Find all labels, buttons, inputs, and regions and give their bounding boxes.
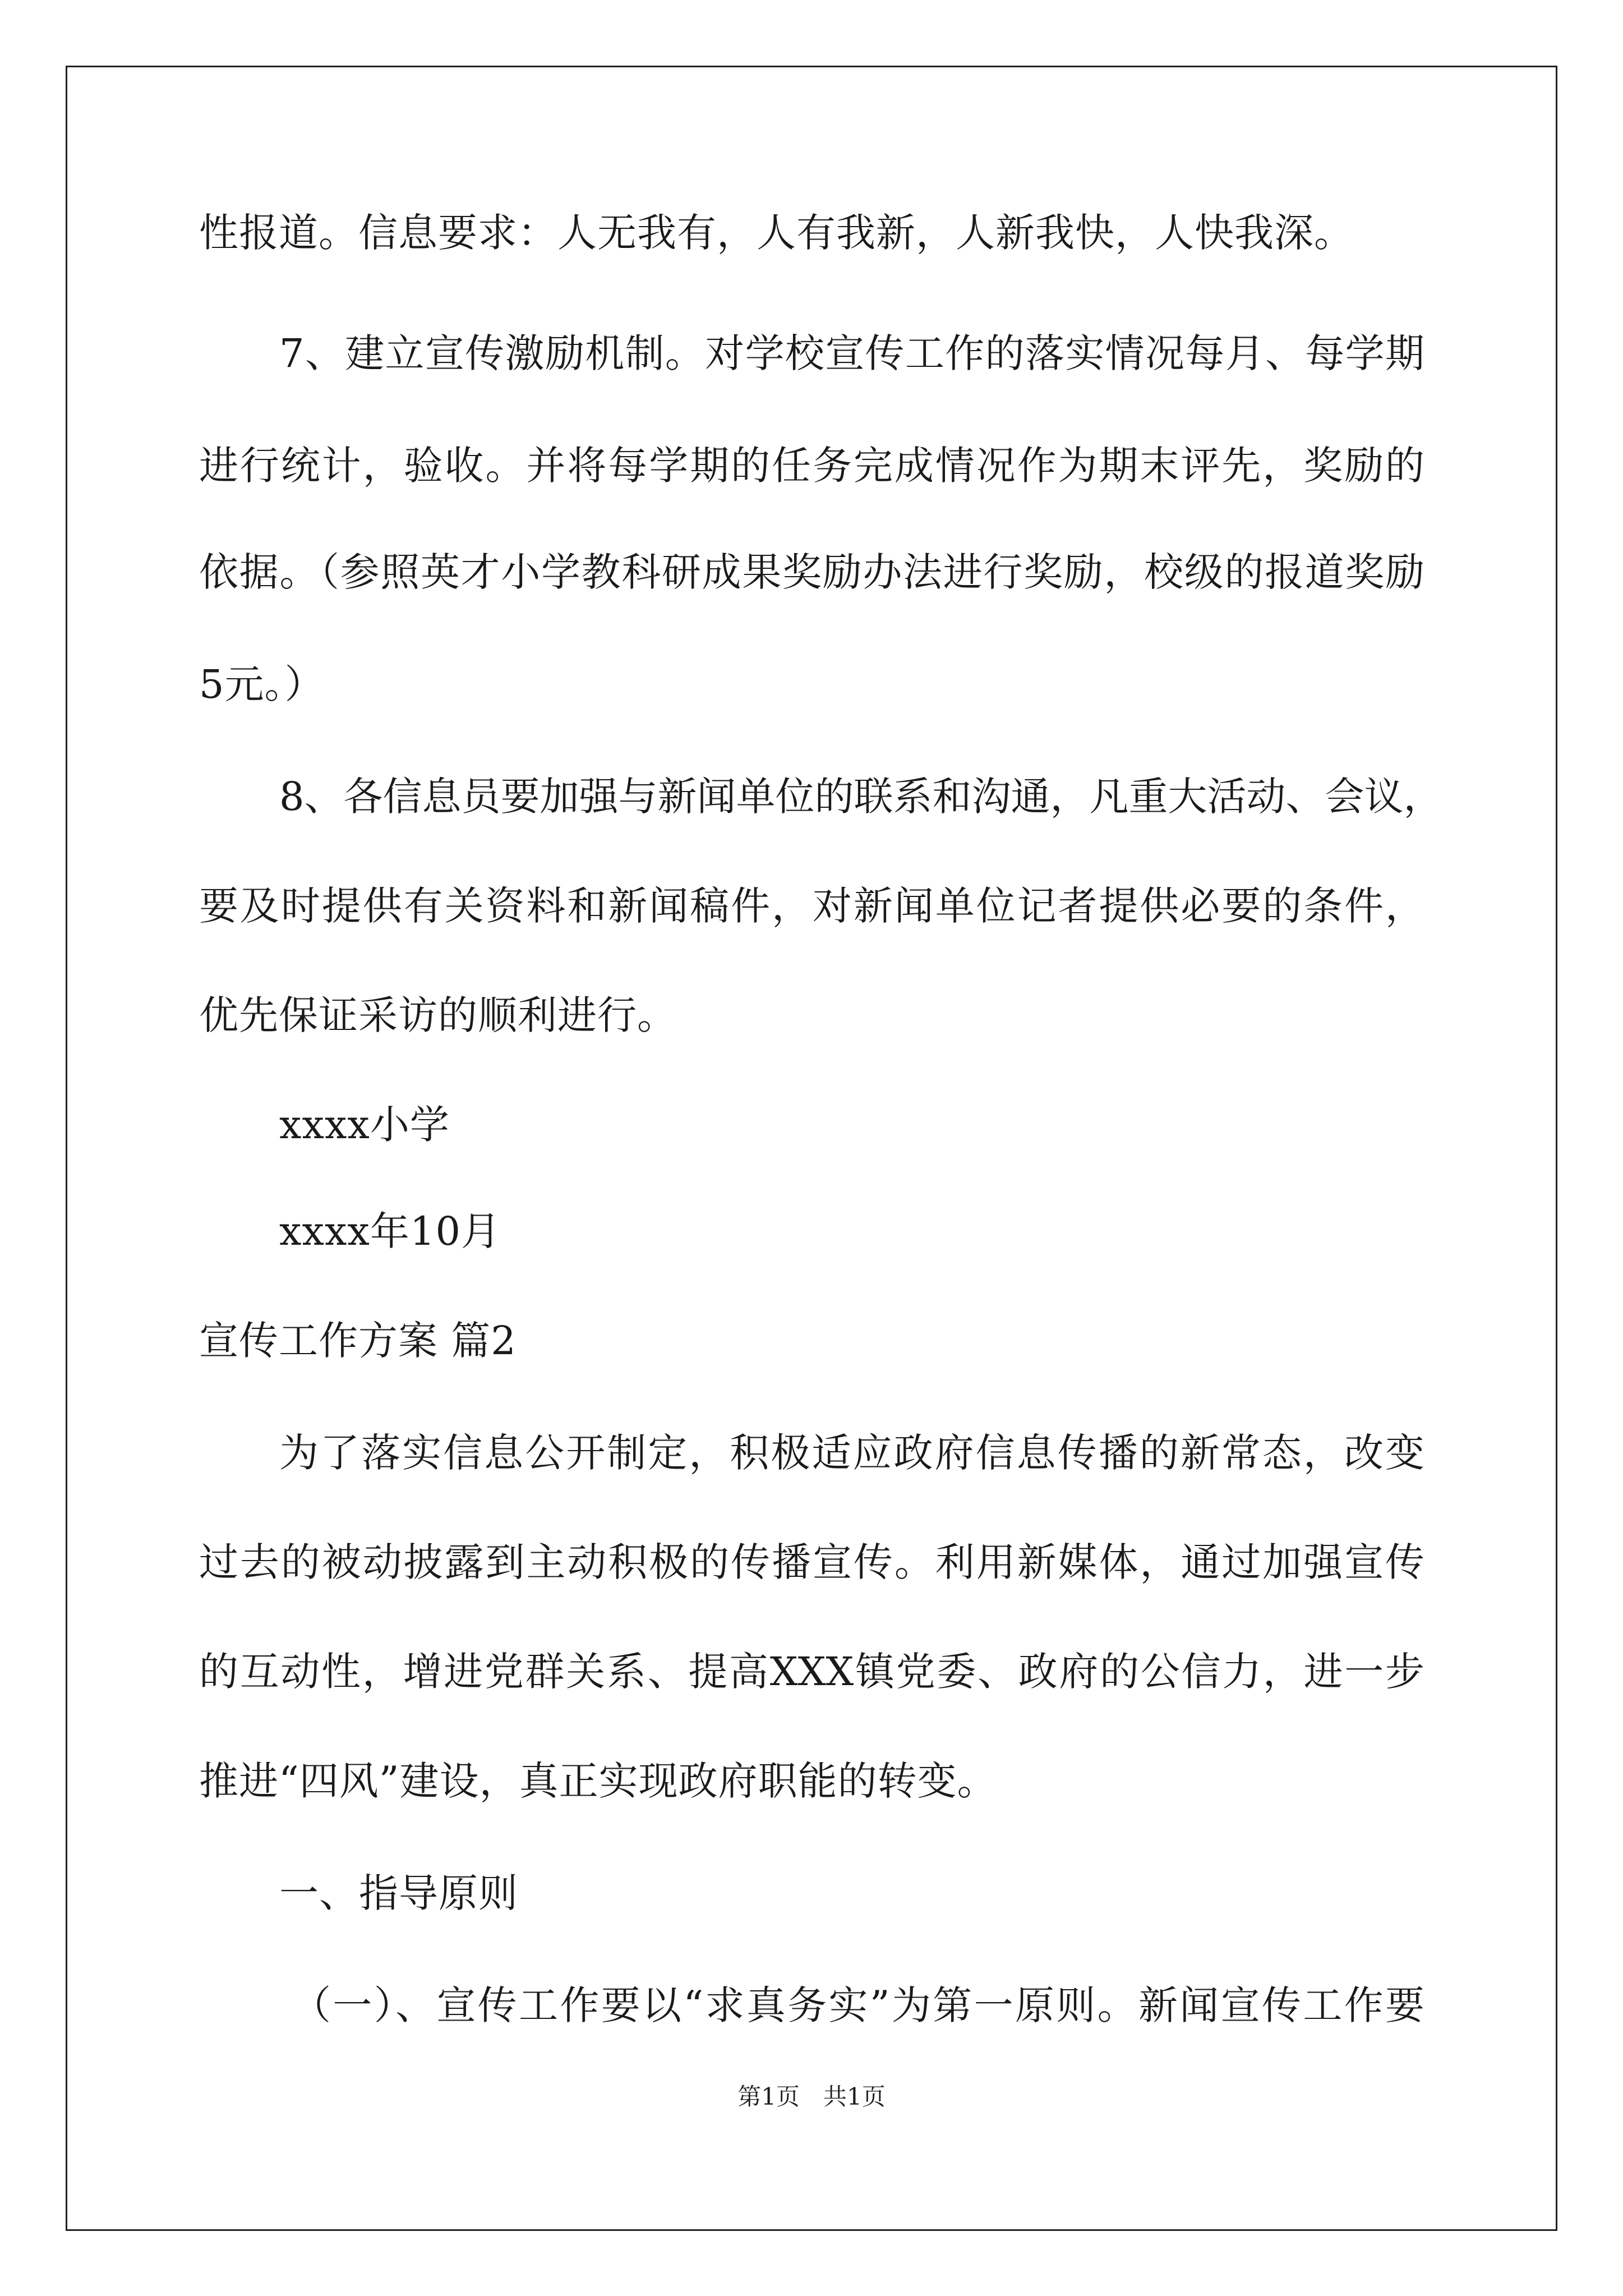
paragraph-line: 要及时提供有关资料和新闻稿件，对新闻单位记者提供必要的条件， — [199, 883, 1424, 929]
paragraph-line: 过去的被动披露到主动积极的传播宣传。利用新媒体，通过加强宣传 — [199, 1539, 1424, 1585]
page-number: 第1页 共1页 — [737, 2083, 886, 2110]
paragraph-line: （一）、宣传工作要以“求真务实”为第一原则。新闻宣传工作要 — [292, 1982, 1424, 2028]
signature-date: xxxx年10月 — [279, 1208, 501, 1254]
section-heading: 宣传工作方案 篇2 — [199, 1318, 517, 1364]
paragraph-line: 依据。（参照英才小学教科研成果奖励办法进行奖励，校级的报道奖励 — [199, 549, 1424, 595]
paragraph-line: 为了落实信息公开制定，积极适应政府信息传播的新常态，改变 — [279, 1430, 1424, 1476]
paragraph-line: 进行统计，验收。并将每学期的任务完成情况作为期末评先，奖励的 — [199, 443, 1424, 489]
paragraph-line: 7、建立宣传激励机制。对学校宣传工作的落实情况每月、每学期 — [279, 330, 1424, 376]
paragraph-line: 性报道。信息要求：人无我有，人有我新，人新我快，人快我深。 — [199, 210, 1354, 256]
paragraph-line: 优先保证采访的顺利进行。 — [199, 992, 677, 1038]
subheading: 一、指导原则 — [279, 1870, 518, 1916]
signature-school: xxxx小学 — [279, 1102, 450, 1148]
paragraph-line: 的互动性，增进党群关系、提高XXX镇党委、政府的公信力，进一步 — [199, 1649, 1424, 1695]
paragraph-line: 5元。） — [199, 661, 325, 707]
paragraph-line: 推进“四风”建设，真正实现政府职能的转变。 — [199, 1758, 997, 1804]
paragraph-line: 8、各信息员要加强与新闻单位的联系和沟通，凡重大活动、会议， — [279, 774, 1443, 820]
